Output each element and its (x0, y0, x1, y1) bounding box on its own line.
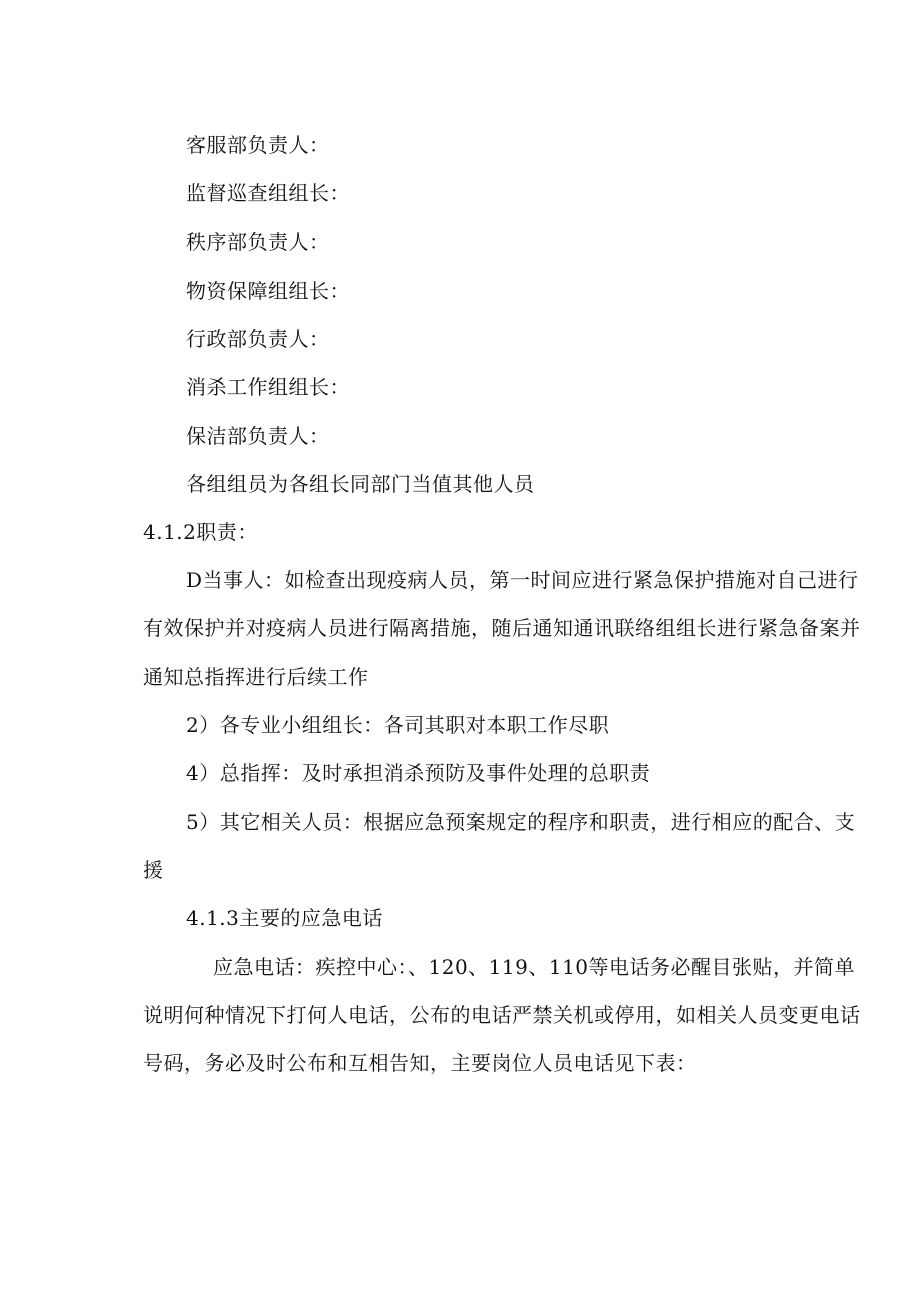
member-line-disinfection: 消杀工作组组长： (186, 375, 350, 399)
member-line-group-members: 各组组员为各组长同部门当值其他人员 (186, 472, 535, 496)
member-line-cleaning: 保洁部负责人： (186, 424, 330, 448)
duty-item-d-line2: 有效保护并对疫病人员进行隔离措施，随后通知通讯联络组组长进行紧急备案并 (143, 616, 861, 640)
member-line-supervision: 监督巡查组组长： (186, 181, 350, 205)
section-heading-duties: 4.1.2职责： (143, 520, 258, 544)
member-line-order: 秩序部负责人： (186, 230, 330, 254)
duty-item-d-line1: D当事人：如检查出现疫病人员，第一时间应进行紧急保护措施对自己进行 (186, 568, 859, 592)
duty-item-5-line1: 5）其它相关人员：根据应急预案规定的程序和职责，进行相应的配合、支 (186, 810, 856, 834)
member-line-admin: 行政部负责人： (186, 327, 330, 351)
emergency-phone-para-line2: 说明何种情况下打何人电话，公布的电话严禁关机或停用，如相关人员变更电话 (143, 1003, 861, 1027)
member-line-supplies: 物资保障组组长： (186, 279, 350, 303)
duty-item-2: 2）各专业小组组长：各司其职对本职工作尽职 (186, 713, 610, 737)
emergency-phone-para-line1: 应急电话：疾控中心：、120、119、110等电话务必醒目张贴，并简单 (213, 955, 856, 979)
emergency-phone-para-line3: 号码，务必及时公布和互相告知，主要岗位人员电话见下表： (143, 1051, 697, 1075)
section-heading-emergency-phones: 4.1.3主要的应急电话 (186, 906, 383, 930)
duty-item-d-line3: 通知总指挥进行后续工作 (143, 665, 369, 689)
duty-item-4: 4）总指挥：及时承担消杀预防及事件处理的总职责 (186, 761, 651, 785)
member-line-customer-service: 客服部负责人： (186, 133, 330, 157)
duty-item-5-line2: 援 (143, 858, 164, 882)
